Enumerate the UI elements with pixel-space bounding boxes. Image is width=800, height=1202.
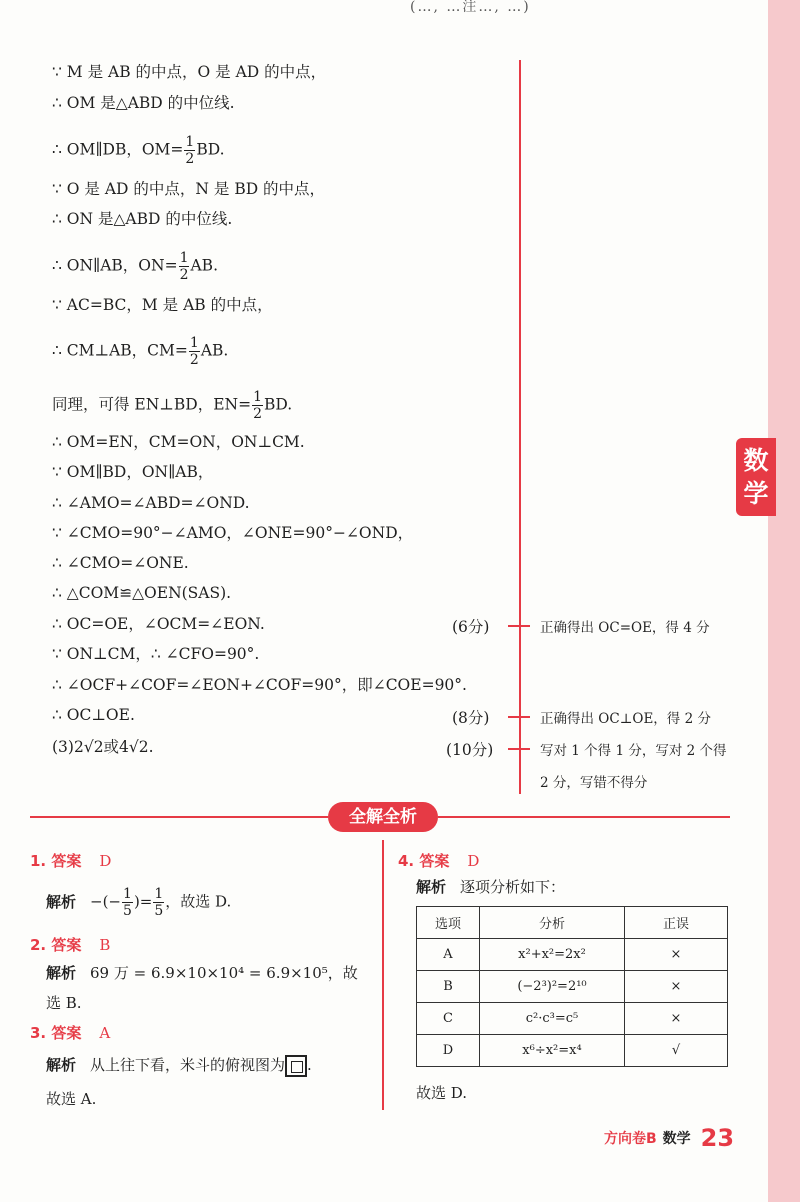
proof-line: ∴ OM=EN，CM=ON，ON⊥CM.: [52, 433, 305, 451]
page-number: 23: [700, 1124, 735, 1152]
note-pointer: [508, 625, 530, 627]
proof-line: ∴ OM 是△ABD 的中位线.: [52, 94, 235, 112]
answer-heading: 2. 答案 B: [30, 936, 111, 954]
proof-line: ∴ ON 是△ABD 的中位线.: [52, 210, 233, 228]
proof-line: ∴ ON∥AB，ON= $\frac{1}{2}$ AB.: [52, 250, 218, 283]
fraction: $\frac{1}{2}$: [179, 250, 189, 283]
proof-line: ∴ ∠AMO=∠ABD=∠OND.: [52, 494, 250, 512]
table-cell: c²·c³=c⁵: [480, 1003, 625, 1035]
answer-heading: 3. 答案 A: [30, 1024, 111, 1042]
grading-note: 正确得出 OC=OE，得 4 分: [540, 620, 710, 636]
proof-line: 同理，可得 EN⊥BD，EN= $\frac{1}{2}$ BD.: [52, 389, 293, 422]
table-cell: x²+x²=2x²: [480, 939, 625, 971]
proof-line: ∵ O 是 AD 的中点，N 是 BD 的中点，: [52, 180, 326, 198]
header-clip: (…, …注…, …): [410, 0, 531, 15]
subject-tab: 数学: [736, 438, 776, 516]
explanation: 故选 A.: [46, 1090, 97, 1108]
score-label: (6分): [452, 618, 490, 636]
answer-heading: 4. 答案 D: [398, 852, 480, 870]
grading-note: 2 分，写错不得分: [540, 775, 648, 791]
table-cell: x⁶÷x²=x⁴: [480, 1035, 625, 1067]
fraction: $\frac{1}{2}$: [253, 389, 262, 422]
table-row: [417, 1003, 728, 1035]
explanation: 解析 从上往下看，米斗的俯视图为 .: [46, 1054, 312, 1077]
proof-line: ∵ AC=BC，M 是 AB 的中点，: [52, 296, 273, 314]
table-row: [417, 1035, 728, 1067]
score-label: (8分): [452, 709, 490, 727]
explanation: 解析 69 万 = 6.9×10×10⁴ = 6.9×10⁵，故: [46, 964, 358, 982]
column-header: 分析: [480, 907, 625, 939]
table-row: [417, 971, 728, 1003]
table-cell: C: [417, 1003, 480, 1035]
proof-line: ∴ ∠OCF+∠COF=∠EON+∠COF=90°，即∠COE=90°.: [52, 676, 467, 694]
margin-divider: [519, 60, 521, 794]
proof-line: ∵ OM∥BD，ON∥AB，: [52, 463, 214, 481]
table-header-row: [417, 907, 728, 939]
table-cell: B: [417, 971, 480, 1003]
table-cell: A: [417, 939, 480, 971]
fraction: $\frac{1}{5}$: [154, 886, 164, 919]
grading-note: 正确得出 OC⊥OE，得 2 分: [540, 711, 711, 727]
table-cell: (−2³)²=2¹⁰: [480, 971, 625, 1003]
section-rule: [438, 816, 730, 818]
proof-line: ∵ M 是 AB 的中点，O 是 AD 的中点，: [52, 63, 327, 81]
table-cell: ×: [625, 971, 728, 1003]
proof-line: ∴ △COM≌△OEN(SAS).: [52, 584, 232, 602]
page-edge-strip: [768, 0, 800, 1202]
section-title: 全解全析: [328, 802, 438, 832]
conclusion: 故选 D.: [416, 1084, 468, 1102]
explanation: 解析 逐项分析如下：: [416, 878, 566, 896]
table-cell: ×: [625, 939, 728, 971]
explanation: 解析 −(− $\frac{1}{5}$ )= $\frac{1}{5}$ ，故选 D.: [46, 886, 232, 919]
table-row: [417, 939, 728, 971]
note-pointer: [508, 716, 530, 718]
answer-heading: 1. 答案 D: [30, 852, 112, 870]
proof-line: ∴ ∠CMO=∠ONE.: [52, 554, 189, 572]
proof-line: ∴ OC⊥OE.: [52, 706, 135, 724]
table-cell: D: [417, 1035, 480, 1067]
page-footer: 方向卷B 数学 23: [604, 1124, 735, 1152]
proof-line: ∵ ON⊥CM，∴ ∠CFO=90°.: [52, 645, 260, 663]
explanation: 选 B.: [46, 994, 82, 1012]
table-cell: √: [625, 1035, 728, 1067]
proof-line: ∴ CM⊥AB，CM= $\frac{1}{2}$ AB.: [52, 335, 229, 368]
fraction: $\frac{1}{5}$: [123, 886, 132, 919]
top-view-square-icon: [285, 1055, 307, 1077]
proof-line: ∴ OC=OE，∠OCM=∠EON.: [52, 615, 265, 633]
proof-line: (3)2√2或4√2.: [52, 738, 154, 756]
column-header: 选项: [417, 907, 480, 939]
proof-line: ∴ OM∥DB，OM= $\frac{1}{2}$ BD.: [52, 134, 225, 167]
grading-note: 写对 1 个得 1 分，写对 2 个得: [540, 743, 727, 759]
analysis-table: [416, 906, 728, 1067]
fraction: $\frac{1}{2}$: [185, 134, 195, 167]
fraction: $\frac{1}{2}$: [189, 335, 199, 368]
table-cell: ×: [625, 1003, 728, 1035]
note-pointer: [508, 748, 530, 750]
column-divider: [382, 840, 384, 1110]
score-label: (10分): [446, 741, 494, 759]
section-rule: [30, 816, 328, 818]
proof-line: ∵ ∠CMO=90°−∠AMO，∠ONE=90°−∠OND，: [52, 524, 414, 542]
column-header: 正误: [625, 907, 728, 939]
